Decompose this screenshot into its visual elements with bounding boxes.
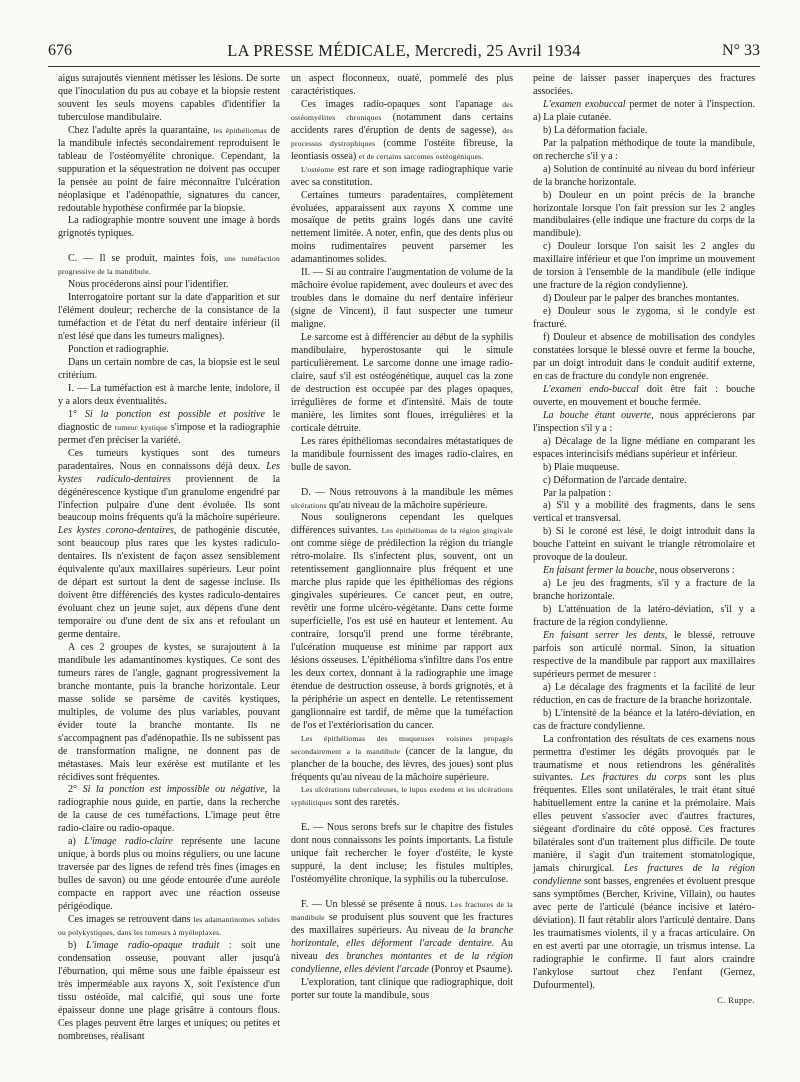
section-heading-e: E. — Nous serons brefs sur le chapitre des fistules dont nous connaissons les points importants. La fistule unique fait rechercher le foyer d'ostéite, le kyste suppuré, la dent incluse; les fistules multiples, l'ostéomyélite chronique, la syphilis ou la tuberculose. (291, 822, 513, 886)
paragraph: a) Solution de continuité au niveau du bord inférieur de la branche horizontale. (533, 163, 755, 188)
paragraph: L'ostéome est rare et son image radiographique varie avec sa constitution. (291, 163, 513, 188)
paragraph: Les rares épithéliomas secondaires métastatiques de la mandibule fournissent des images radio-claires, en bulle de savon. (291, 435, 513, 473)
paragraph: Ces images radio-opaques sont l'apanage des ostéomyélites chroniques (notamment dans certains accidents rares d'éruption de dents de sagesse), des processus dystrophiques (comme l'ostéite fibreuse, la leontiasis ossea) et de certains sarcomes ostéogéniques. (291, 98, 514, 162)
paragraph: En faisant serrer les dents, le blessé, retrouve parfois son articulé normal. Sinon, la situation respective de la mandibule par rapport aux maxillaires supérieurs permet de mesurer : (533, 629, 755, 680)
paragraph: Ces images se retrouvent dans les adamantinomes solides ou polykystiques, dans les tumeurs à myéloplaxes. (58, 914, 280, 937)
paragraph: Le sarcome est à différencier au début de la syphilis mandibulaire, hyperostosante qui le simule particulièrement. Le sarcome donne une image radio-claire, sauf s'il est ostéogénétique, auquel cas la zone de destruction est occupée par des plages opaques, irrégulières de forme et d'intensité. Mais de toute manière, les limites sont floues, irrégulières et la corticale détruite. (291, 332, 513, 434)
paragraph: La confrontation des résultats de ces examens nous permettra d'estimer les dégâts provoqués par le traumatisme et nous retiendrons les généralités suivantes. Les fractures du corps sont les plus fréquentes. Elles sont unilatérales, le trait étant situé habituellement entre la canine et la prémolaire. Mais elles peuvent s'associer avec d'autres fractures, siégeant d'ordinaire du côté opposé. Ces fractures bilatérales sont d'un traitement plus difficile. De toute manière, il s'agit d'un traitement stomatologique, jamais chirurgical. Les fractures de la région condylienne sont basses, engrenées et évoluent presque sans symptômes (Bercher, Krivine, Villain), ou hautes avec perte de l'articulé (béance incisive et latéro-déviation). Il faut rétablir alors l'articulé dentaire. Dans les traumatismes violents, il y a fracas articulaire. On en est averti par une otorragie, un trismus intense. La radiographie le confirme. Il faut alors craindre l'ankylose surtout chez l'enfant (Gernez, Dufourmentel). (533, 733, 755, 991)
paragraph: I. — La tuméfaction est à marche lente, indolore, il y a alors deux éventualités. (58, 382, 280, 407)
running-header (48, 40, 760, 64)
paragraph: b) Si le coroné est lésé, le doigt introduit dans la bouche l'atteint en suivant le triangle rétromolaire et provoque de la douleur. (533, 526, 755, 564)
paragraph: Dans un certain nombre de cas, la biopsie est le seul critérium. (58, 357, 280, 381)
paragraph: Ponction et radiographie. (68, 344, 169, 356)
text-column-right (533, 73, 755, 1007)
paragraph: Les épithéliomas des muqueuses voisines propagés secondairement a la mandibule (cancer de la langue, du plancher de la bouche, des lèvres, des joues) sont plus fréquents qu'au niveau de la mâchoire supérieure. (291, 733, 513, 783)
paragraph: b) L'intensité de la béance et la latéro-déviation, en cas de fracture condylienne. (533, 707, 755, 732)
paragraph: Nous soulignerons cependant les quelques différences suivantes. Les épithéliomas de la région gingivale ont comme siège de prédilection la région du triangle rétro-molaire. Ils s'infectent plus, souvent, ont un retentissement ganglionnaire plus fréquent et une marche plus rapide que les épithéliomas des régions gingivales supérieures. Ce cancer peut, en outre, revêtir une forme ulcéro-végétante. Dans cette forme superficielle, l'os est usé en hauteur et lentement. Au contraire, lorsqu'il prend une forme térébrante, l'ulcération muqueuse est minime par rapport aux lésions osseuses. L'épithélioma s'infiltre dans l'os entre les deux cortex, donnant à la radiographie une image étendue de destruction osseuse, à bords grignotés, et à la périphérie un aspect en dentelle. Le retentissement ganglionnaire est tardif, de même que la tuméfaction de l'os et l'extériorisation du cancer. (291, 512, 513, 731)
paragraph: A ces 2 groupes de kystes, se surajoutent à la mandibule les adamantinomes kystiques. Ce sont des tumeurs rares de l'angle, gagnant progressivement la branche montante, puis la branche horizontale. Leur masse solide se parsème de cavités kystiques, multiples, de volume des plus variables, pouvant évider toute la branche montante. Ils ne s'accompagnent pas d'adénopathie. Ils ne subissent pas de transformation maligne, ne donnent pas de métastases. Mais leur exérèse est mutilante et les récidives sont fréquentes. (58, 641, 280, 783)
section-heading-d: D. — Nous retrouvons à la mandibule les mêmes ulcérations qu'au niveau de la mâchoire supérieure. (291, 486, 513, 511)
paragraph: Par la palpation méthodique de toute la mandibule, on recherche s'il y a : (533, 137, 755, 162)
paragraph: En faisant fermer la bouche, nous observerons : (543, 565, 735, 577)
paragraph: Par la palpation : (543, 487, 612, 499)
paragraph: f) Douleur et absence de mobilisation des condyles constatées lorsque le blessé ouvre et ferme la bouche, par un doigt introduit dans le conduit auditif externe, en cas de fracture du condyle non engrenée. (533, 332, 755, 382)
paragraph: Ces tumeurs kystiques sont des tumeurs paradentaires. Nous en connaissons déjà deux. Les kystes radiculo-dentaires proviennent de la dégénérescence kystique d'un granulome engendré par l'infection pulpaire d'une dent évoluée. Ils sont beaucoup moins fréquents qu'à la mâchoire supérieure. Les kystes corono-dentaires, de pathogénie discutée, sont beaucoup plus rares que les kystes radiculo-dentaires. Ils n'existent de façon assez sensiblement équivalente qu'aux maxillaires supérieurs. Leur point de départ est surtout la dent de sagesse incluse. Ils doivent être différenciés des kystes radiculo-dentaires évoluant chez un jeune sujet, aux dépens d'une dent temporaire ou d'une dent de six ans et refoulant un germe dentaire. (58, 447, 281, 641)
paragraph: a) Le décalage des fragments et la facilité de leur réduction, en cas de fracture de la branche horizontale. (533, 681, 755, 706)
paragraph: 1° Si la ponction est possible et positive le diagnostic de tumeur kystique s'impose et la radiographie permet d'en préciser la variété. (58, 408, 281, 446)
paragraph: b) Plaie muqueuse. (543, 461, 620, 473)
paragraph: peine de laisser passer inaperçues des fractures associées. (533, 73, 755, 97)
paragraph: a) L'image radio-claire représente une lacune unique, à bords plus ou moins réguliers, ou une lacune traversée par des lignes de refend très fines (images en bulles de savon) ou une géode entourée d'une auréole compacte en rapport avec une réaction osseuse périgéodique. (58, 836, 280, 913)
paragraph: La radiographie montre souvent une image à bords grignotés typiques. (58, 215, 280, 240)
paragraph: Nous procéderons ainsi pour l'identifier. (68, 279, 229, 291)
section-heading-f: F. — Un blessé se présente à nous. Les fractures de la mandibule se produisent plus souvent que les fractures des maxillaires supérieurs. Au niveau de la branche horizontale, elles déforment l'arcade dentaire. Au niveau des branches montantes et de la région condylienne, elles dévient l'arcade (Ponroy et Psaume). (291, 899, 514, 975)
paragraph: c) Déformation de l'arcade dentaire. (543, 474, 687, 486)
paragraph: b) Douleur en un point précis de la branche horizontale lorsque l'on fait pression sur les 2 angles mandibulaires (elle indique une fracture du corps de la mandibule). (533, 189, 755, 240)
paragraph: Interrogatoire portant sur la date d'apparition et sur l'élément douleur; recherche de la consistance de la tuméfaction et de l'état du nerf dentaire inférieur (il n'est lésé que dans les tumeurs malignes). (58, 292, 280, 343)
journal-title: LA PRESSE MÉDICALE, Mercredi, 25 Avril 1934 (227, 41, 581, 60)
paragraph: Certaines tumeurs paradentaires, complètement évoluées, apparaissent aux rayons X comme une mosaïque de petits grains logés dans une cavité nettement limitée. A noter, enfin, que des dents plus ou moins rudimentaires peuvent parsemer les adamantinomes solides. (291, 189, 513, 266)
paragraph: d) Douleur par le palper des branches montantes. (543, 293, 740, 305)
paragraph: c) Douleur lorsque l'on saisit les 2 angles du maxillaire inférieur et que l'on imprime un mouvement de torsion à l'ensemble de la mandibule (elle indique une fracture de la région condylienne). (533, 241, 755, 292)
text-column-left (58, 73, 280, 1044)
paragraph: b) L'atténuation de la latéro-déviation, s'il y a fracture de la région condylienne. (533, 604, 755, 629)
paragraph: La bouche étant ouverte, nous apprécierons par l'inspection s'il y a : (533, 409, 756, 434)
paragraph: II. — Si au contraire l'augmentation de volume de la mâchoire évolue rapidement, avec douleurs et avec des troubles dans le domaine du nerf dentaire inférieur (signe de Vincent), il faut suspecter une tumeur maligne. (291, 267, 513, 331)
paragraph: a) Le jeu des fragments, s'il y a fracture de la branche horizontale. (533, 578, 755, 603)
author-signature: C. Ruppe. (717, 994, 755, 1005)
paragraph: L'examen exobuccal permet de noter à l'inspection. a) La plaie cutanée. (533, 98, 755, 123)
paragraph: a) Décalage de la ligne médiane en comparant les espaces interincisifs médians supérieur et inférieur. (533, 435, 755, 460)
issue-number: N° 33 (722, 42, 760, 59)
text-column-middle (291, 73, 513, 1003)
header-rule (48, 66, 760, 67)
paragraph: Chez l'adulte après la quarantaine, les épithéliomas de la mandibule infectés secondairement reproduisent le tableau de l'ostéomyélite chronique. Cependant, la suppuration et la séquestration ne doivent pas occuper la pensée au point de faire méconnaître l'ulcération néoplasique et l'adénopathie, signatures du cancer, redoutable hypothèse confirmée par la biopsie. (58, 124, 280, 214)
paragraph: un aspect floconneux, ouaté, pommelé des plus caractéristiques. (291, 73, 513, 97)
paragraph: L'exploration, tant clinique que radiographique, doit porter sur toute la mandibule, sous (291, 976, 513, 1001)
paragraph: b) L'image radio-opaque traduit : soit une condensation osseuse, pouvant aller jusqu'à l'éburnation, qui même sous une faible épaisseur est très imperméable aux rayons X, soit l'existence d'un tissu ostéoïde, mal calcifié, qui sous une forte épaisseur donne une plage grisâtre à contours flous. Ces plages peuvent être larges et uniques; ou petites et nombreuses, réalisant (58, 939, 280, 1042)
paragraph: b) La déformation faciale. (543, 124, 648, 136)
paragraph: L'examen endo-buccal doit être fait : bouche ouverte, en mouvement et bouche fermée. (533, 383, 755, 408)
section-heading-c: C. — Il se produit, maintes fois, une tuméfaction progressive de la mandibule. (58, 253, 280, 277)
paragraph: aigus surajoutés viennent métisser les lésions. De sorte que l'inoculation du pus au cobaye et la biopsie restent souvent les seuls moyens capables d'identifier la tuberculose mandibulaire. (58, 73, 280, 123)
page-number: 676 (48, 42, 72, 59)
paragraph: Les ulcérations tuberculeuses, le lupus exedens et les ulcérations syphilitiques sont des raretés. (291, 785, 513, 809)
paragraph: a) S'il y a mobilité des fragments, dans le sens vertical et transversal. (533, 500, 755, 525)
paragraph: e) Douleur sous le zygoma, si le condyle est fracturé. (533, 306, 755, 331)
paragraph: 2° Si la ponction est impossible ou négative, la radiographie nous guide, en partie, dans la recherche de la cause de ces tuméfactions. L'image peut être radio-claire ou radio-opaque. (58, 784, 281, 835)
